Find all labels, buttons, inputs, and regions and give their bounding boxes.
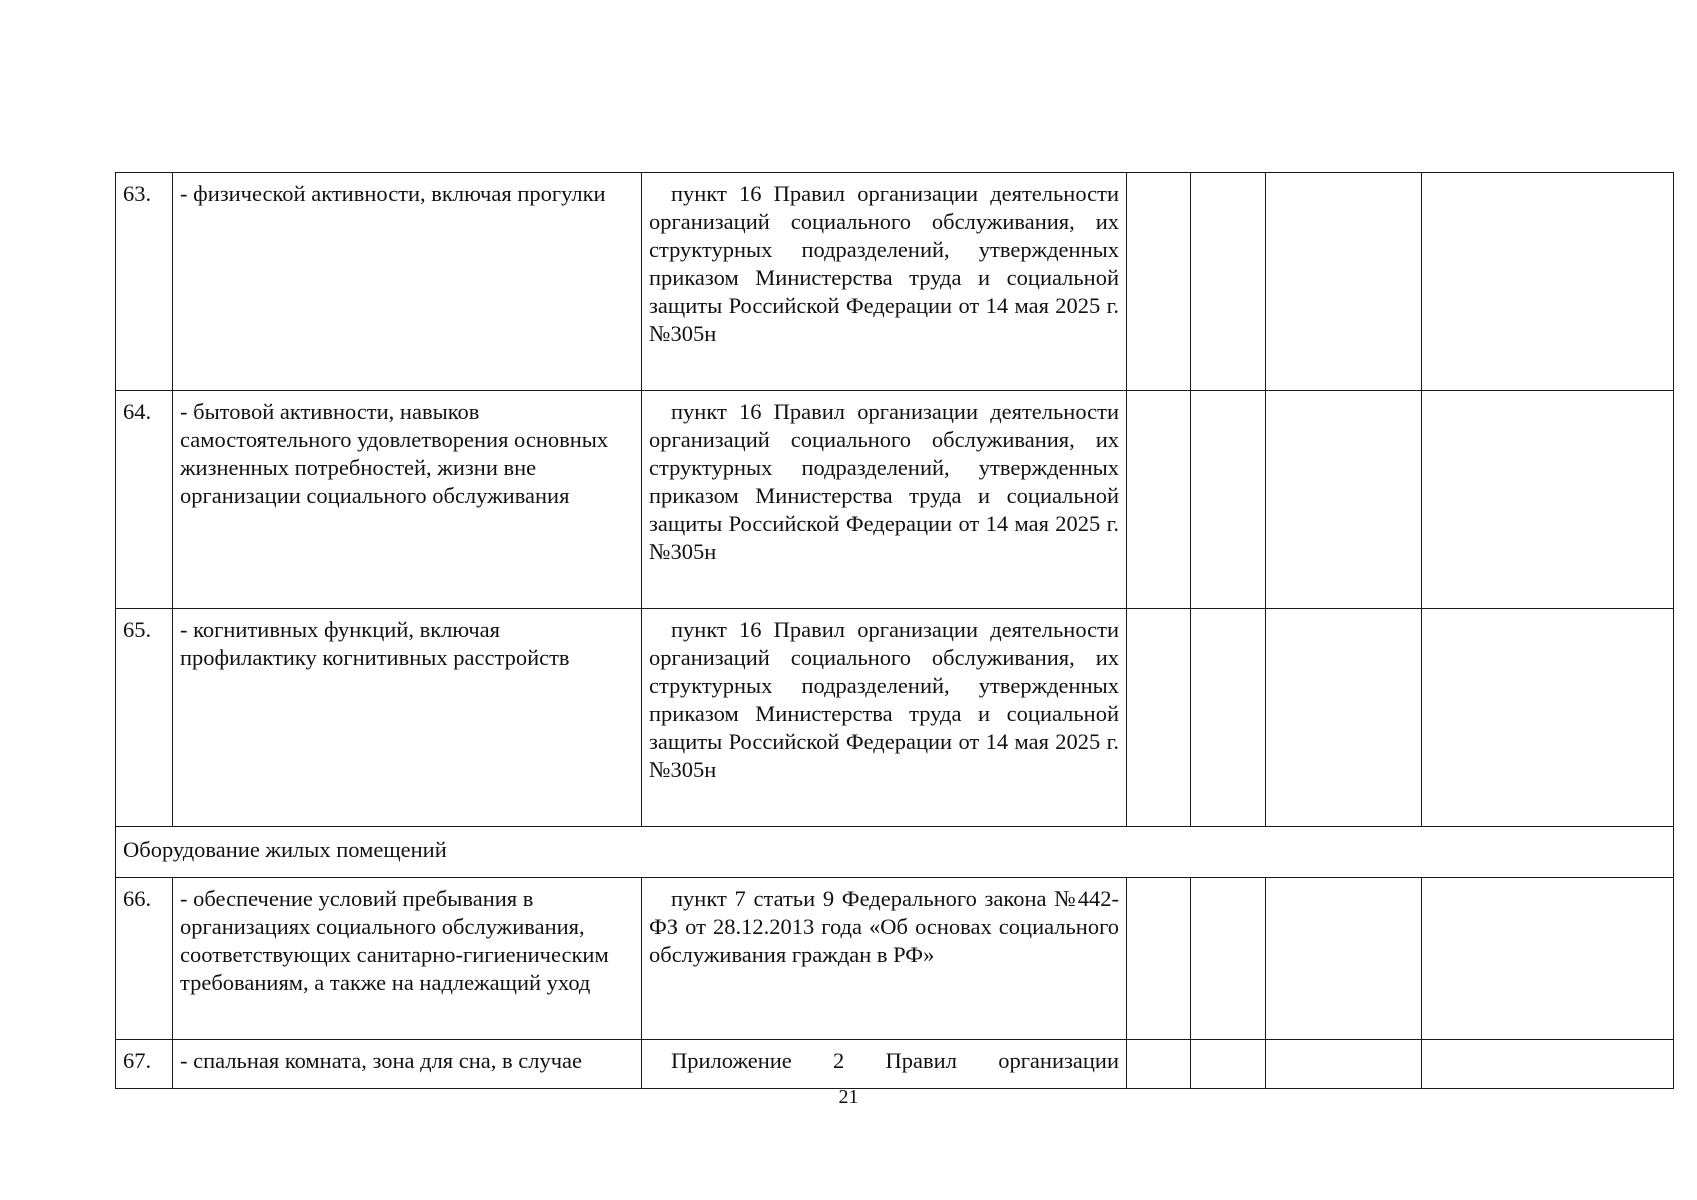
empty-cell xyxy=(1266,391,1422,609)
empty-cell xyxy=(1191,1040,1266,1089)
table-row xyxy=(116,609,1674,827)
row-number: 63. xyxy=(116,173,173,391)
legal-reference-text: пункт 16 Правил организации деятельности организаций социального обслуживания, их структурных подразделений, утвержденных приказом Министерства труда и социальной защиты Российской Федерации от 14 мая 2025 г. №305н xyxy=(649,399,1119,564)
empty-cell xyxy=(1422,1040,1674,1089)
section-heading: Оборудование жилых помещений xyxy=(116,827,1674,878)
empty-cell xyxy=(1422,391,1674,609)
empty-cell xyxy=(1127,1040,1191,1089)
empty-cell xyxy=(1422,609,1674,827)
checklist-table xyxy=(115,172,1674,1089)
requirement-description: - обеспечение условий пребывания в организациях социального обслуживания, соответствующих санитарно-гигиеническим требованиям, а также на надлежащий уход xyxy=(173,878,642,1040)
table-row xyxy=(116,878,1674,1040)
legal-reference xyxy=(642,878,1127,1040)
empty-cell xyxy=(1127,173,1191,391)
empty-cell xyxy=(1191,391,1266,609)
legal-reference-text: пункт 16 Правил организации деятельности организаций социального обслуживания, их структурных подразделений, утвержденных приказом Министерства труда и социальной защиты Российской Федерации от 14 мая 2025 г. №305н xyxy=(649,181,1119,346)
requirement-description: - когнитивных функций, включая профилактику когнитивных расстройств xyxy=(173,609,642,827)
empty-cell xyxy=(1191,609,1266,827)
empty-cell xyxy=(1266,878,1422,1040)
table-row xyxy=(116,391,1674,609)
empty-cell xyxy=(1191,878,1266,1040)
requirement-description: - спальная комната, зона для сна, в случае xyxy=(173,1040,642,1089)
empty-cell xyxy=(1266,173,1422,391)
empty-cell xyxy=(1127,609,1191,827)
legal-reference xyxy=(642,1040,1127,1089)
empty-cell xyxy=(1191,173,1266,391)
legal-reference xyxy=(642,173,1127,391)
table-row xyxy=(116,1040,1674,1089)
empty-cell xyxy=(1127,391,1191,609)
empty-cell xyxy=(1127,878,1191,1040)
row-number: 64. xyxy=(116,391,173,609)
section-heading-row xyxy=(116,827,1674,878)
empty-cell xyxy=(1266,1040,1422,1089)
page-number: 21 xyxy=(838,1086,859,1108)
legal-reference-text: пункт 16 Правил организации деятельности организаций социального обслуживания, их структурных подразделений, утвержденных приказом Министерства труда и социальной защиты Российской Федерации от 14 мая 2025 г. №305н xyxy=(649,617,1119,782)
table-row xyxy=(116,173,1674,391)
legal-reference xyxy=(642,609,1127,827)
legal-reference xyxy=(642,391,1127,609)
legal-reference-text: Приложение 2 Правил организации xyxy=(671,1048,1119,1073)
requirement-description: - физической активности, включая прогулки xyxy=(173,173,642,391)
legal-reference-text: пункт 7 статьи 9 Федерального закона №442-ФЗ от 28.12.2013 года «Об основах социального обслуживания граждан в РФ» xyxy=(649,886,1119,967)
empty-cell xyxy=(1266,609,1422,827)
row-number: 66. xyxy=(116,878,173,1040)
empty-cell xyxy=(1422,878,1674,1040)
row-number: 67. xyxy=(116,1040,173,1089)
empty-cell xyxy=(1422,173,1674,391)
requirement-description: - бытовой активности, навыков самостоятельного удовлетворения основных жизненных потребностей, жизни вне организации социального обслуживания xyxy=(173,391,642,609)
row-number: 65. xyxy=(116,609,173,827)
